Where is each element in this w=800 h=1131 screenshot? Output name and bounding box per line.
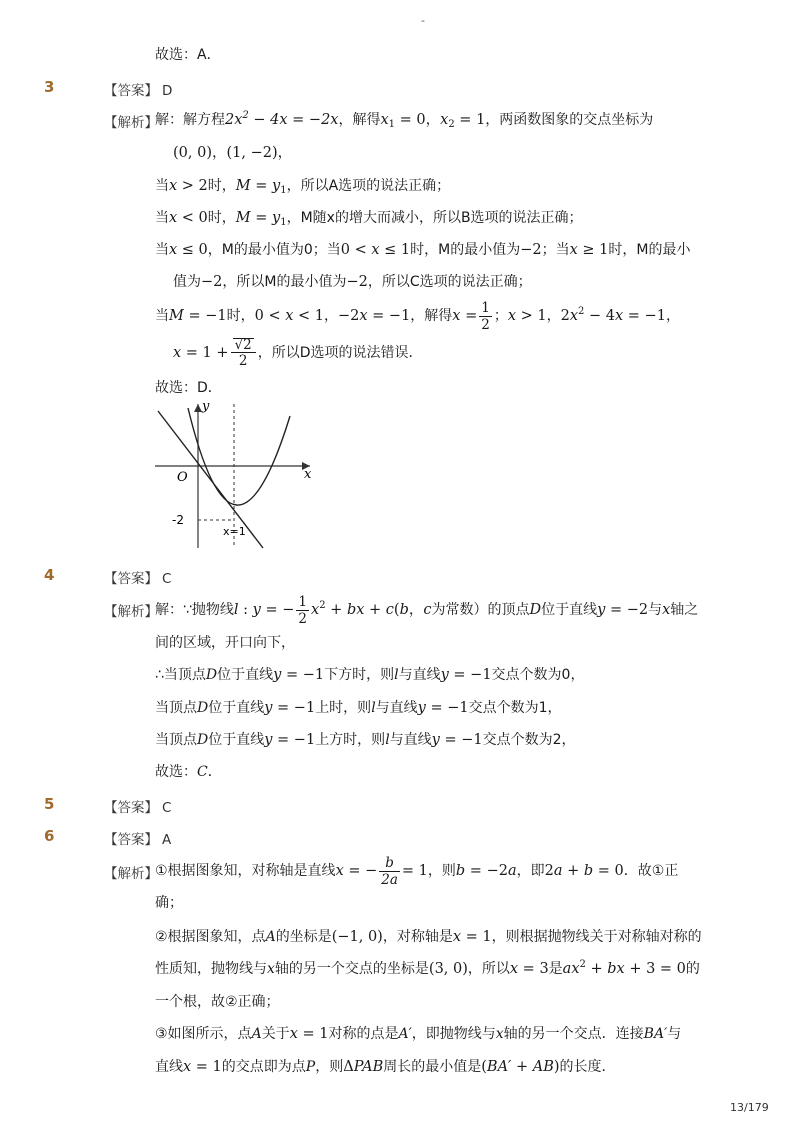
q3-analysis-tag: 【解析】 bbox=[104, 115, 158, 131]
text: ； bbox=[493, 308, 508, 324]
q3-graph bbox=[150, 398, 325, 556]
answer-tag-label: 【答案】 bbox=[104, 571, 158, 587]
text: ；当 bbox=[541, 242, 570, 258]
fraction: $\frac{1}{2}$ bbox=[298, 593, 307, 627]
choice-value: C bbox=[197, 764, 208, 780]
condition: x ≥ 1 bbox=[569, 242, 609, 258]
text: 时， bbox=[226, 308, 255, 324]
vertex: D bbox=[197, 732, 209, 748]
text: 关于 bbox=[261, 1026, 290, 1042]
text: 上方时，则 bbox=[315, 732, 386, 748]
q6-answer-tag bbox=[104, 828, 171, 848]
line-eq: y = −1 bbox=[264, 732, 316, 748]
equation: 2a + b = 0 bbox=[544, 863, 624, 879]
segment-ba-prime: BA′ bbox=[643, 1026, 668, 1042]
q6-line-2: 确； bbox=[155, 895, 183, 911]
q6-analysis-tag: 【解析】 bbox=[104, 866, 158, 882]
q6-line-7 bbox=[155, 1057, 616, 1077]
text: ，所以D选项的说法错误． bbox=[257, 345, 423, 361]
text: ③如图所示，点 bbox=[155, 1026, 252, 1042]
equation: −2x = −1 bbox=[337, 308, 411, 324]
point-p: P bbox=[305, 1059, 316, 1075]
q3-line-6 bbox=[173, 272, 532, 292]
q3-line-5 bbox=[155, 240, 691, 260]
fraction: $\frac{√2}{2}$ bbox=[231, 338, 256, 369]
equation: l : y = − bbox=[233, 602, 295, 618]
coordinate: (3, 0) bbox=[428, 961, 468, 977]
text: ． bbox=[207, 764, 222, 780]
text: ．故①正 bbox=[623, 863, 679, 879]
parabola-l: l bbox=[371, 700, 376, 716]
line-eq: y = −1 bbox=[273, 667, 325, 683]
text: ，所以A选项的说法正确； bbox=[286, 178, 451, 194]
line-eq: y = −1 bbox=[431, 732, 483, 748]
parabola-l: l bbox=[394, 667, 399, 683]
q4-line-5 bbox=[155, 730, 576, 750]
text: 下方时，则 bbox=[324, 667, 395, 683]
q3-line-4 bbox=[155, 208, 583, 228]
x-eq-1-label: x=1 bbox=[223, 525, 246, 538]
answer-tag-label: 【答案】 bbox=[104, 800, 158, 816]
condition: x ≤ 0 bbox=[169, 242, 208, 258]
equation: x = 3 bbox=[509, 961, 549, 977]
q6-line-6 bbox=[155, 1024, 681, 1044]
q4-line-4 bbox=[155, 698, 562, 718]
q6-line-3 bbox=[155, 927, 702, 947]
q4-analysis-tag: 【解析】 bbox=[104, 604, 158, 620]
q6-line-4 bbox=[155, 959, 700, 979]
text: 故选： bbox=[155, 764, 197, 780]
q5-answer: C bbox=[162, 800, 172, 816]
condition: 0 < x ≤ 1 bbox=[340, 242, 411, 258]
text: 当 bbox=[155, 210, 169, 226]
value: −2 bbox=[346, 274, 368, 290]
equation: $2x^2 - 4x = -2x$ bbox=[225, 110, 339, 128]
text: 的长度． bbox=[559, 1059, 616, 1075]
equation: $2x^2 - 4x = -1$ bbox=[560, 306, 666, 324]
text: 与直线 bbox=[398, 667, 441, 683]
text: ，所以 bbox=[467, 961, 510, 977]
q5-answer-tag bbox=[104, 796, 171, 816]
text: ，则 bbox=[427, 863, 456, 879]
origin-label: O bbox=[177, 470, 188, 485]
vertex: D bbox=[529, 602, 542, 618]
point-a: A bbox=[265, 929, 276, 945]
text: 当顶点 bbox=[155, 700, 197, 716]
answer-tag-label: 【答案】 bbox=[104, 832, 158, 848]
q6-number: 6 bbox=[44, 827, 55, 845]
axis-eq: x = 1 bbox=[289, 1026, 329, 1042]
q3-line-8 bbox=[173, 333, 423, 373]
equation: $ax^2$ + bx + 3 = 0 bbox=[562, 959, 686, 977]
text: 位于直线 bbox=[208, 700, 265, 716]
q3-line-1 bbox=[155, 110, 653, 130]
parabola-curve bbox=[188, 408, 290, 505]
line-eq: y = −2 bbox=[597, 602, 649, 618]
text: 直线 bbox=[155, 1059, 183, 1075]
text: 位于直线 bbox=[541, 602, 598, 618]
text: 当 bbox=[155, 178, 169, 194]
parabola-l: l bbox=[385, 732, 390, 748]
intersection-points: (0, 0)，(1, −2)， bbox=[173, 145, 293, 161]
text: 是 bbox=[548, 961, 563, 977]
q4-line-3 bbox=[155, 665, 584, 685]
q3-line-7 bbox=[155, 296, 680, 336]
text: 的交点即为点 bbox=[221, 1059, 306, 1075]
text: 当顶点 bbox=[155, 732, 197, 748]
equation: x = − bbox=[335, 863, 378, 879]
variable: x bbox=[267, 961, 275, 977]
text: ，对称轴是 bbox=[382, 929, 453, 945]
line-y-minus-2x bbox=[158, 411, 263, 548]
text: ，则根据抛物线关于对称轴对称的 bbox=[491, 929, 702, 945]
text: 时， bbox=[207, 178, 236, 194]
equation: b = −2a bbox=[455, 863, 517, 879]
text: 轴之 bbox=[670, 602, 699, 618]
text: 交点个数为0， bbox=[491, 667, 585, 683]
text: 位于直线 bbox=[208, 732, 265, 748]
text: ，所以C选项的说法正确； bbox=[367, 274, 532, 290]
condition: x < 0 bbox=[169, 210, 208, 226]
text: 时， bbox=[207, 210, 236, 226]
equation: $x^2$ + bx + c(b，c bbox=[311, 600, 432, 618]
condition: 0 < x < 1 bbox=[254, 308, 324, 324]
text: 时，M的最小 bbox=[608, 242, 691, 258]
q4-line-1 bbox=[155, 590, 698, 630]
vertex: D bbox=[205, 667, 218, 683]
line-eq: y = −1 bbox=[440, 667, 492, 683]
text: ，则 bbox=[315, 1059, 344, 1075]
text: 时，M的最小值为 bbox=[410, 242, 521, 258]
point-a: A bbox=[251, 1026, 262, 1042]
variable: x bbox=[495, 1026, 504, 1042]
text: 为常数）的顶点 bbox=[431, 602, 530, 618]
text: 解：∵抛物线 bbox=[155, 602, 234, 618]
text: ，解得 bbox=[338, 112, 381, 128]
vertex: D bbox=[197, 700, 209, 716]
text: ，解得 bbox=[410, 308, 453, 324]
q6-answer: A bbox=[162, 832, 172, 848]
axis-eq: x = 1 bbox=[452, 929, 492, 945]
text: 的 bbox=[685, 961, 700, 977]
equation: x = bbox=[452, 308, 478, 324]
q2-choice: 故选：A． bbox=[155, 47, 221, 63]
q3-line-2 bbox=[173, 143, 292, 163]
page-top-mark: - bbox=[421, 14, 425, 27]
text: 当 bbox=[155, 242, 169, 258]
text: 与 bbox=[648, 602, 663, 618]
fraction: $\frac{1}{2}$ bbox=[481, 299, 490, 333]
y-axis-arrow bbox=[194, 404, 202, 412]
length-expr: (BA′ + AB) bbox=[481, 1059, 560, 1075]
text: 交点个数为1， bbox=[468, 700, 562, 716]
condition: M = −1 bbox=[169, 308, 227, 324]
text: 与 bbox=[667, 1026, 682, 1042]
axis-eq: x = 1 bbox=[183, 1059, 222, 1075]
minus-two-label: -2 bbox=[172, 513, 184, 527]
value: −2 bbox=[520, 242, 542, 258]
text: ，即抛物线与 bbox=[411, 1026, 496, 1042]
text: 轴的另一个交点的坐标是 bbox=[274, 961, 429, 977]
condition: x > 2 bbox=[169, 178, 208, 194]
q4-choice bbox=[155, 762, 222, 782]
y-axis-label: y bbox=[202, 399, 210, 414]
coordinate: (−1, 0) bbox=[331, 929, 383, 945]
text: 与直线 bbox=[389, 732, 432, 748]
text: ，所以M的最小值为 bbox=[222, 274, 347, 290]
text: ， bbox=[665, 308, 680, 324]
text: ，两函数图象的交点坐标为 bbox=[485, 112, 654, 128]
x-axis-label: x bbox=[304, 467, 312, 482]
text: ， bbox=[546, 308, 561, 324]
q4-answer-tag bbox=[104, 567, 171, 587]
text: ，M随x的增大而减小，所以B选项的说法正确； bbox=[286, 210, 583, 226]
text: 对称的点是 bbox=[328, 1026, 399, 1042]
text: 当 bbox=[155, 308, 169, 324]
q3-number: 3 bbox=[44, 78, 55, 96]
page-number: 13/179 bbox=[730, 1101, 769, 1114]
q3-answer: D bbox=[162, 83, 173, 99]
q4-line-2: 间的区域，开口向下， bbox=[155, 635, 295, 651]
q4-number: 4 bbox=[44, 566, 55, 584]
equation: $M = y_1$ bbox=[235, 210, 287, 228]
text: 值为 bbox=[173, 274, 201, 290]
text: ，即 bbox=[516, 863, 545, 879]
q4-answer: C bbox=[162, 571, 172, 587]
q3-line-3 bbox=[155, 176, 450, 196]
q3-answer-tag bbox=[104, 79, 172, 99]
equation: x = 1 + bbox=[173, 345, 229, 361]
text: ，M的最小值为0；当 bbox=[207, 242, 341, 258]
text: ∴当顶点 bbox=[155, 667, 206, 683]
text: ①根据图象知，对称轴是直线 bbox=[155, 863, 336, 879]
line-eq: y = −1 bbox=[264, 700, 316, 716]
q6-line-5: 一个根，故②正确； bbox=[155, 994, 280, 1010]
solution: $x_1 = 0$，$x_2 = 1$ bbox=[380, 112, 486, 130]
text: 与直线 bbox=[375, 700, 418, 716]
line-eq: y = −1 bbox=[417, 700, 469, 716]
equation: = 1 bbox=[401, 863, 428, 879]
answer-tag-label: 【答案】 bbox=[104, 83, 158, 99]
triangle: ΔPAB bbox=[343, 1059, 384, 1075]
value: −2 bbox=[201, 274, 223, 290]
text: ②根据图象知，点 bbox=[155, 929, 266, 945]
text: 的坐标是 bbox=[275, 929, 332, 945]
text: 性质知，抛物线与 bbox=[155, 961, 267, 977]
q6-line-1 bbox=[155, 851, 678, 891]
text: ， bbox=[323, 308, 338, 324]
text: 轴的另一个交点．连接 bbox=[503, 1026, 644, 1042]
text: 解：解方程 bbox=[155, 112, 225, 128]
condition: x > 1 bbox=[507, 308, 547, 324]
text: 交点个数为2， bbox=[482, 732, 576, 748]
point-a-prime: A′ bbox=[398, 1026, 412, 1042]
equation: $M = y_1$ bbox=[235, 178, 287, 196]
text: 位于直线 bbox=[217, 667, 274, 683]
q3-choice: 故选：D． bbox=[155, 380, 222, 396]
q5-number: 5 bbox=[44, 795, 55, 813]
text: 周长的最小值是 bbox=[383, 1059, 482, 1075]
fraction: $\frac{b}{2a}$ bbox=[381, 854, 398, 888]
text: 上时，则 bbox=[315, 700, 372, 716]
variable: x bbox=[662, 602, 671, 618]
